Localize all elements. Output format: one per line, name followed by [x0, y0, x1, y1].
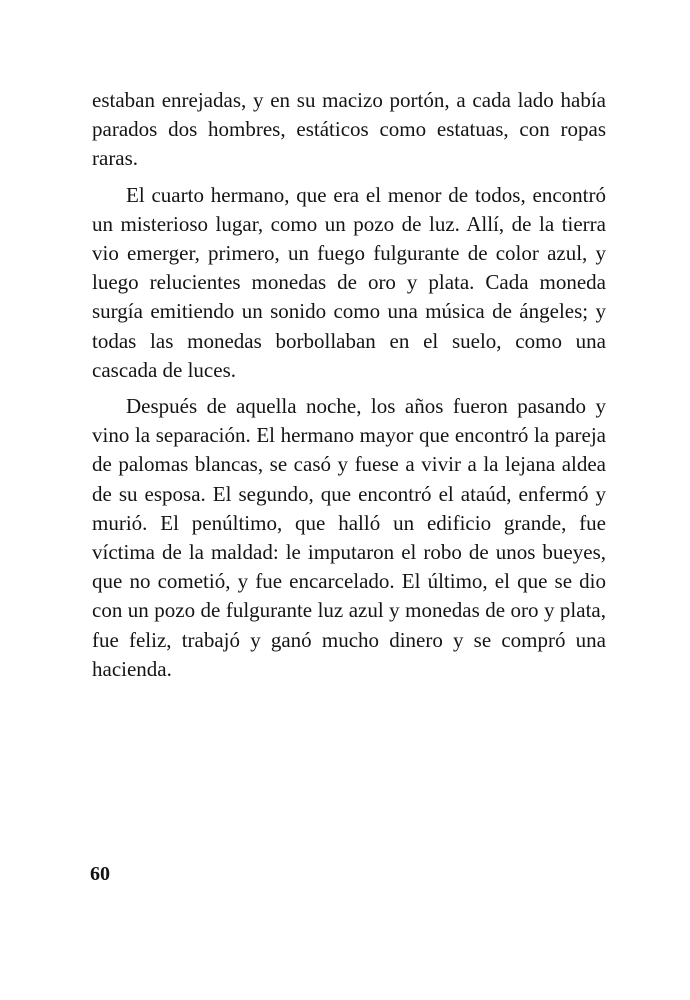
paragraph-continuation: estaban enrejadas, y en su macizo portón, a cada lado había parados dos hombres, estáticos como estatuas, con ropas raras. — [92, 88, 606, 171]
body-text — [92, 86, 606, 691]
page-number: 60 — [90, 863, 110, 885]
paragraph-separation: Después de aquella noche, los años fueron pasando y vino la separación. El hermano mayor que encontró la pareja de palomas blancas, se casó y fuese a vivir a la lejana aldea de su esposa. El segundo, que encontró el ataúd, enfermó y murió. El penúltimo, que halló un edificio grande, fue víctima de la maldad: le imputaron el robo de unos bueyes, que no cometió, y fue encarcelado. El último, el que se dio con un pozo de fulgurante luz azul y monedas de oro y plata, fue feliz, trabajó y ganó mucho dinero y se compró una hacienda. — [92, 394, 606, 681]
paragraph-fourth-brother: El cuarto hermano, que era el menor de todos, encontró un misterioso lugar, como un pozo de luz. Allí, de la tierra vio emerger, primero, un fuego fulgurante de color azul, y luego relucientes monedas de oro y plata. Cada moneda surgía emitiendo un sonido como una música de ángeles; y todas las monedas borbollaban en el suelo, como una cascada de luces. — [92, 182, 606, 382]
